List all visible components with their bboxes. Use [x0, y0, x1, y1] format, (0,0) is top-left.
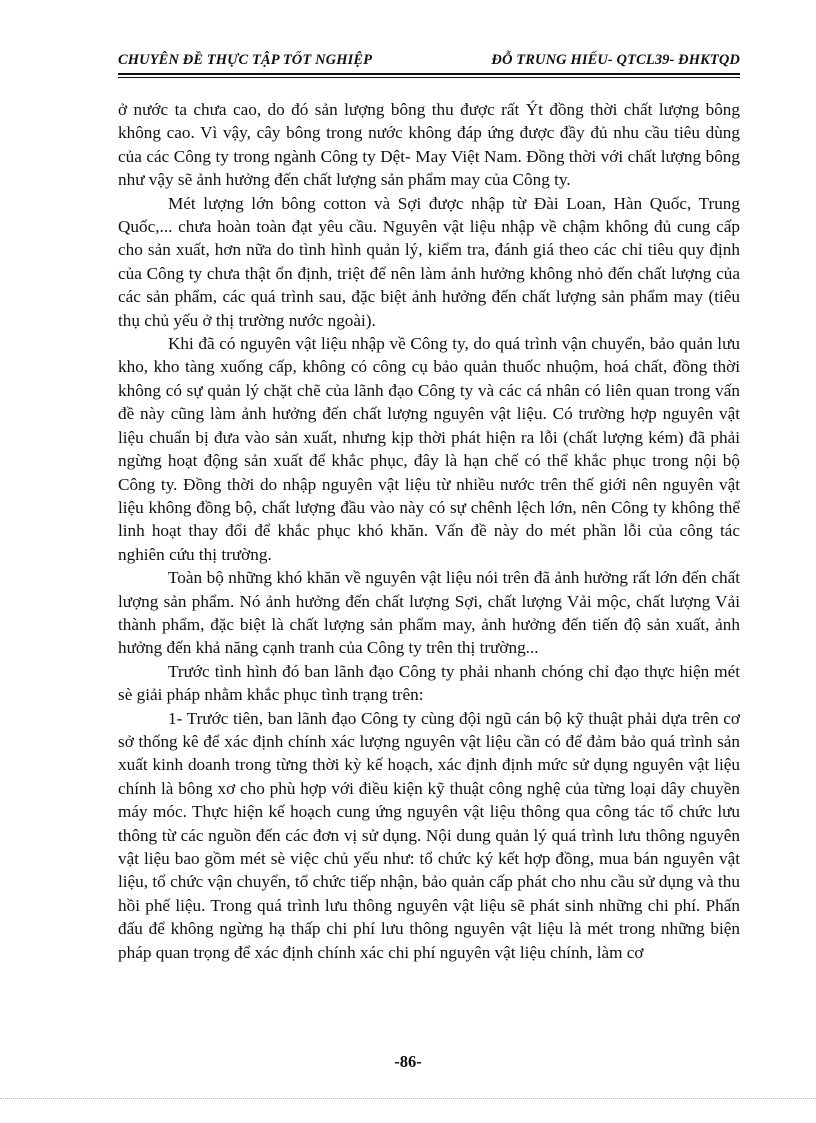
- page-number: -86-: [394, 1052, 422, 1071]
- paragraph-1: ở nước ta chưa cao, do đó sản lượng bông thu được rất Ýt đồng thời chất lượng bông không cao. Vì vậy, cây bông trong nước không đáp ứng được đầy đủ nhu cầu tiêu dùng của các Công ty trong ngành Công ty Dệt- May Việt Nam. Đồng thời với chất lượng bông như vậy sẽ ảnh hưởng đến chất lượng sản phẩm may của Công ty.: [118, 100, 740, 190]
- header-rule-thin: [118, 77, 740, 78]
- page-bottom-border: [0, 1098, 816, 1099]
- page-header: [118, 52, 740, 69]
- paragraph-5: Trước tình hình đó ban lãnh đạo Công ty phải nhanh chóng chỉ đạo thực hiện mét sè giải pháp nhằm khắc phục tình trạng trên:: [118, 661, 740, 705]
- paragraph-4: Toàn bộ những khó khăn về nguyên vật liệu nói trên đã ảnh hưởng rất lớn đến chất lượng sản phẩm. Nó ảnh hưởng đến chất lượng Sợi, chất lượng Vải mộc, chất lượng Vải thành phẩm, đặc biệt là chất lượng sản phẩm may, ảnh hưởng đến tiến độ sản xuất, ảnh hưởng đến khả năng cạnh tranh của Công ty trên thị trường...: [118, 568, 740, 658]
- header-left-title: CHUYÊN ĐỀ THỰC TẬP TỐT NGHIỆP: [118, 52, 373, 68]
- header-rule: [118, 73, 740, 75]
- paragraph-6: 1- Trước tiên, ban lãnh đạo Công ty cùng đội ngũ cán bộ kỹ thuật phải dựa trên cơ sở thống kê để xác định chính xác lượng nguyên vật liệu cần có để đảm bảo quá trình sản xuất kinh doanh trong từng thời kỳ kế hoạch, xác định định mức sử dụng nguyên vật liệu chính là bông xơ cho phù hợp với điều kiện kỹ thuật công nghệ của từng loại dây chuyền máy móc. Thực hiện kế hoạch cung ứng nguyên vật liệu thông qua công tác tổ chức lưu thông từ các nguồn đến các đơn vị sử dụng. Nội dung quản lý quá trình lưu thông nguyên vật liệu bao gồm mét sè việc chủ yếu như: tổ chức ký kết hợp đồng, mua bán nguyên vật liệu, tổ chức vận chuyển, tổ chức tiếp nhận, bảo quản cấp phát cho nhu cầu sử dụng và thu hồi phế liệu. Trong quá trình lưu thông nguyên vật liệu sẽ phát sinh những chi phí. Phấn đấu để không ngừng hạ thấp chi phí lưu thông nguyên vật liệu là mét trong những biện pháp quan trọng để xác định chính xác chi phí nguyên vật liệu chính, làm cơ: [118, 708, 740, 962]
- header-right-author: ĐỖ TRUNG HIẾU- QTCL39- ĐHKTQD: [491, 52, 740, 68]
- document-body: [118, 98, 740, 964]
- paragraph-3: Khi đã có nguyên vật liệu nhập về Công ty, do quá trình vận chuyển, bảo quản lưu kho, kho tàng xuống cấp, không có công cụ bảo quản thuốc nhuộm, hoá chất, đồng thời không có sự quản lý chặt chẽ của lãnh đạo Công ty và các cá nhân có liên quan trong vấn đề này cũng làm ảnh hưởng đến chất lượng nguyên vật liệu. Có trường hợp nguyên vật liệu chuẩn bị đưa vào sản xuất, nhưng kịp thời phát hiện ra lỗi (chất lượng kém) đã phải ngừng hoạt động sản xuất để khắc phục, đây là hạn chế có thể khắc phục trong nội bộ Công ty. Đồng thời do nhập nguyên vật liệu từ nhiều nước trên thế giới nên nguyên vật liệu không đồng bộ, chất lượng đầu vào này có sự chênh lệch lớn, nên Công ty không thể linh hoạt thay đổi để khắc phục khó khăn. Vấn đề này do mét phần lỗi của công tác nghiên cứu thị trường.: [118, 334, 740, 564]
- paragraph-2: Mét lượng lớn bông cotton và Sợi được nhập từ Đài Loan, Hàn Quốc, Trung Quốc,... chưa hoàn toàn đạt yêu cầu. Nguyên vật liệu nhập về chậm không đủ cung cấp cho sản xuất, hơn nữa do tình hình quản lý, kiểm tra, đánh giá theo các chỉ tiêu quy định của Công ty chưa thật ổn định, triệt để nên làm ảnh hưởng không nhỏ đến chất lượng của các sản phẩm, các quá trình sau, đặc biệt ảnh hưởng đến chất lượng sản phẩm may (tiêu thụ chủ yếu ở thị trường nước ngoài).: [118, 193, 740, 330]
